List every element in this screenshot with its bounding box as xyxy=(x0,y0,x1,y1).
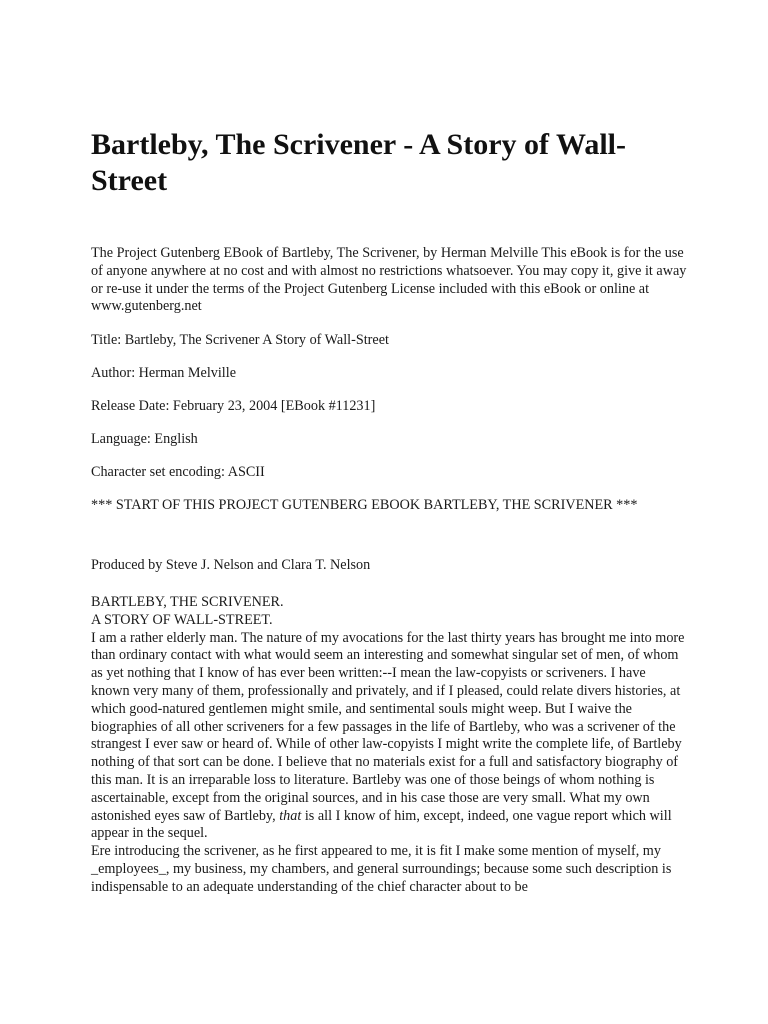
story-paragraph-1-end: is all I know of him, except, indeed, one vague report which will appear in the sequel. xyxy=(91,807,672,842)
title-metadata: Title: Bartleby, The Scrivener A Story of Wall-Street xyxy=(91,332,389,348)
start-marker: *** START OF THIS PROJECT GUTENBERG EBOOK BARTLEBY, THE SCRIVENER *** xyxy=(91,497,638,513)
story-paragraph-1-text: I am a rather elderly man. The nature of my avocations for the last thirty years has brought me into more than ordinary contact with what would seem an interesting and somewhat singular set of men, of whom as yet nothing that I know of has ever been written:--I mean the law-copyists or scriveners. I have known very many of them, professionally and privately, and if I pleased, could relate divers histories, at which good-natured gentlemen might smile, and sentimental souls might weep. But I waive the biographies of all other scriveners for a few passages in the life of Bartleby, who was a scrivener of the strangest I ever saw or heard of. While of other law-copyists I might write the complete life, of Bartleby nothing of that sort can be done. I believe that no materials exist for a full and satisfactory biography of this man. It is an irreparable loss to literature. Bartleby was one of those beings of whom nothing is ascertainable, except from the original sources, and in his case those are very small. What my own astonished eyes saw of Bartleby, xyxy=(91,629,685,824)
intro-paragraph: The Project Gutenberg EBook of Bartleby, The Scrivener, by Herman Melville This eBook is for the use of anyone anywhere at no cost and with almost no restrictions whatsoever. You may copy it, give it away or re-use it under the terms of the Project Gutenberg License included with this eBook or online at www.gutenberg.net xyxy=(91,245,687,315)
story-paragraph-1 xyxy=(91,630,687,844)
produced-by-credit: Produced by Steve J. Nelson and Clara T. Nelson xyxy=(91,557,371,573)
release-date-metadata: Release Date: February 23, 2004 [EBook #11231] xyxy=(91,398,376,414)
encoding-metadata: Character set encoding: ASCII xyxy=(91,464,265,480)
story-paragraph-2: Ere introducing the scrivener, as he first appeared to me, it is fit I make some mention of myself, my _employees_, my business, my chambers, and general surroundings; because some such description is indispensable to an adequate understanding of the chief character about to be xyxy=(91,843,672,895)
story-paragraph-1-emphasis: that xyxy=(279,807,302,824)
author-metadata: Author: Herman Melville xyxy=(91,365,236,381)
story-heading: BARTLEBY, THE SCRIVENER. xyxy=(91,594,284,610)
document-title: Bartleby, The Scrivener - A Story of Wall-Street xyxy=(91,128,626,197)
story-subheading: A STORY OF WALL-STREET. xyxy=(91,611,273,628)
language-metadata: Language: English xyxy=(91,431,198,447)
story-body xyxy=(91,594,687,897)
